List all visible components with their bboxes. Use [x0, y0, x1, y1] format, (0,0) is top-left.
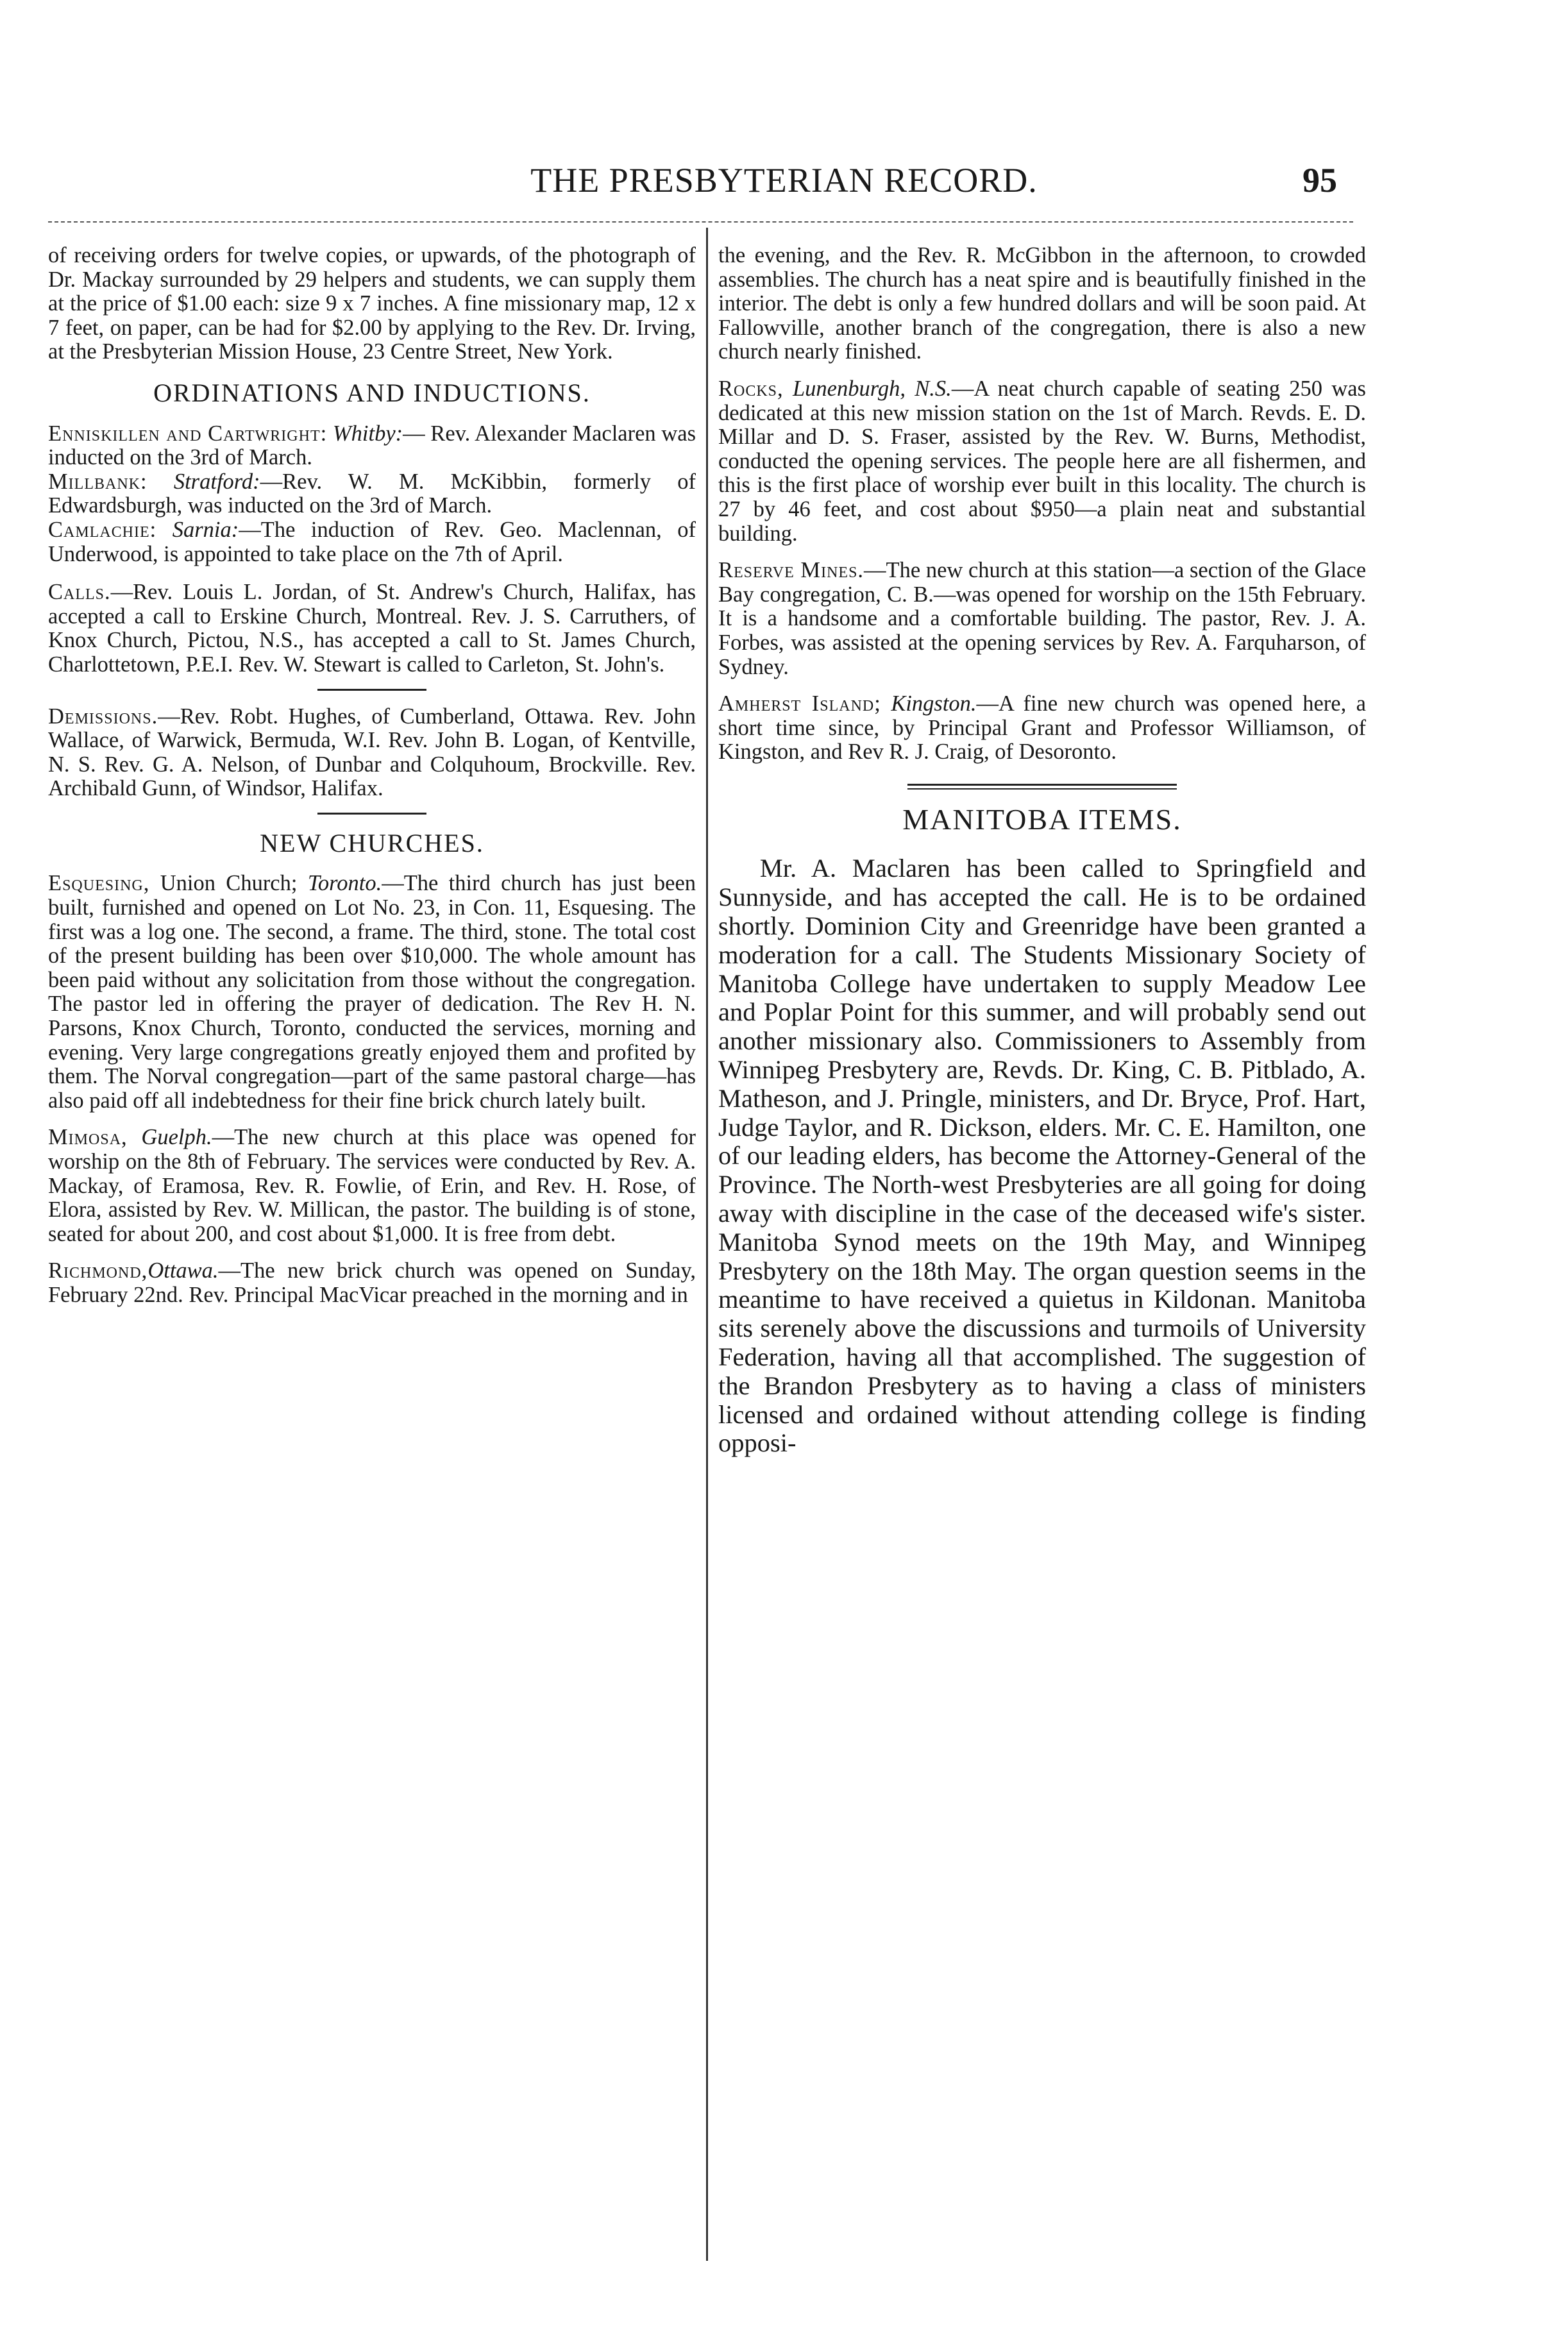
- entry-text: —The new church at this station—a section of the Glace Bay congregation, C. B.—was opened for worship on the 15th February. It is a handsome and a comfortable building. The pastor, Rev. J. A. Forbes, was assisted at the opening services by Rev. A. Farquharson, of Sydney.: [718, 558, 1367, 679]
- entry-text: —A fine new church was opened here, a short time since, by Principal Grant and Professor Williamson, of Kingston, and Rev R. J. Craig, of Desoronto.: [718, 691, 1366, 765]
- church-entry: [718, 377, 1366, 546]
- right-column: [718, 244, 1366, 1458]
- ordinations-heading: ORDINATIONS AND INDUCTIONS.: [153, 378, 591, 407]
- entry-presbytery: Stratford:: [173, 469, 260, 494]
- demissions-text: —Rev. Robt. Hughes, of Cumberland, Ottawa. Rev. John Wallace, of Warwick, Bermuda, W.I. Rev. John B. Logan, of Kentville, N. S. Rev. G. A. Nelson, of Dunbar and Colquhoum, Brockville. Rev. Archibald Gunn, of Windsor, Halifax.: [48, 704, 696, 801]
- new-churches-heading: NEW CHURCHES.: [260, 828, 484, 858]
- entry-detail: Union Church;: [160, 871, 298, 896]
- section-rule: [317, 689, 426, 691]
- ordinations-list: [48, 422, 696, 567]
- publication-title: THE PRESBYTERIAN RECORD.: [530, 161, 1038, 199]
- entry-place: Camlachie:: [48, 517, 157, 542]
- section-rule: [317, 813, 426, 815]
- manitoba-paragraph: Mr. A. Maclaren has been called to Springfield and Sunnyside, and has accepted the call. He is to be ordained shortly. Dominion City and Greenridge have been granted a moderation for a call. The Students Missionary Society of Manitoba College have undertaken to supply Meadow Lee and Poplar Point for this summer, and will probably send out another missionary also. Commissioners to Assembly from Winnipeg Presbytery are, Revds. Dr. King, C. B. Pitblado, A. Matheson, and J. Pringle, ministers, and Dr. Bryce, Prof. Hart, Judge Taylor, and R. Dickson, elders. Mr. C. E. Hamilton, one of our leading elders, has become the Attorney-General of the Province. The North-west Presbyteries are all going for doing away with discipline in the case of the deceased wife's sister. Manitoba Synod meets on the 19th May, and Winnipeg Presbytery on the 18th May. The organ question seems in the meantime to have received a quietus in Kildonan. Manitoba sits serenely above the discussions and turmoils of University Federation, having all that accomplished. The suggestion of the Brandon Presbytery as to having a class of ministers licensed and ordained without attending college is finding opposi-: [718, 854, 1366, 1458]
- demissions-paragraph: [48, 705, 696, 801]
- entry-place: Amherst Island;: [718, 691, 881, 716]
- church-entry: [718, 692, 1366, 765]
- entry-text: —The new brick church was opened on Sunday, February 22nd. Rev. Principal MacVicar preached in the morning and in: [48, 1258, 696, 1307]
- church-entry: [48, 1126, 696, 1246]
- ordination-entry: [48, 422, 696, 470]
- entry-text: — Rev. Alexander Maclaren was inducted on the 3rd of March.: [48, 421, 696, 470]
- continuation-paragraph: the evening, and the Rev. R. McGibbon in the afternoon, to crowded assemblies. The church has a neat spire and is beautifully finished in the interior. The debt is only a few hundred dollars and will be soon paid. At Fallowville, another branch of the congregation, there is also a new church nearly finished.: [718, 243, 1366, 364]
- entry-place: Mimosa,: [48, 1125, 128, 1150]
- entry-place: Rocks,: [718, 376, 784, 401]
- ordination-entry: [48, 518, 696, 566]
- demissions-label: Demissions.: [48, 704, 158, 729]
- column-divider: [706, 228, 708, 2261]
- entry-presbytery: Toronto.: [307, 871, 382, 896]
- page-number: 95: [1302, 161, 1337, 199]
- calls-text: —Rev. Louis L. Jordan, of St. Andrew's Church, Halifax, has accepted a call to Erskine Church, Montreal. Rev. J. S. Carruthers, of Knox Church, Pictou, N.S., has accepted a call to St. James Church, Charlottetown, P.E.I. Rev. W. Stewart is called to Carleton, St. John's.: [48, 580, 696, 677]
- manitoba-items: [718, 854, 1366, 1458]
- entry-place: Richmond,: [48, 1258, 148, 1283]
- entry-place: Esquesing,: [48, 871, 150, 896]
- calls-label: Calls.: [48, 580, 111, 605]
- entry-presbytery: Ottawa.: [148, 1258, 219, 1283]
- left-column: [48, 244, 696, 1308]
- entry-text: —A neat church capable of seating 250 was dedicated at this new mission station on the 1st of March. Revds. E. D. Millar and D. S. Fraser, assisted by the Rev. W. Burns, Methodist, conducted the opening services. The people here are all fishermen, and this is the first place of worship ever built in this locality. The church is 27 by 46 feet, and cost about $950—a plain neat and substantial building.: [718, 376, 1366, 546]
- entry-place: Reserve Mines.: [718, 558, 864, 583]
- ordination-entry: [48, 470, 696, 518]
- manitoba-heading: MANITOBA ITEMS.: [902, 802, 1182, 836]
- calls-paragraph: [48, 580, 696, 677]
- entry-presbytery: Sarnia:: [172, 517, 239, 542]
- entry-text: —The third church has just been built, furnished and opened on Lot No. 23, in Con. 11, Esquesing. The first was a log one. The second, a frame. The third, stone. The total cost of the present building has been over $10,000. The whole amount has been paid without any solicitation from those without the congregation. The pastor led in offering the prayer of dedication. The Rev H. N. Parsons, Knox Church, Toronto, conducted the services, morning and evening. Very large congregations greatly enjoyed them and profited by them. The Norval congregation—part of the same pastoral charge—has also paid off all indebtedness for their fine brick church lately built.: [48, 871, 696, 1113]
- entry-presbytery: Lunenburgh, N.S.: [792, 376, 952, 401]
- church-entry: [718, 559, 1366, 679]
- entry-text: —The induction of Rev. Geo. Maclennan, of Underwood, is appointed to take place on the 7th of April.: [48, 517, 696, 566]
- entry-text: —The new church at this place was opened for worship on the 8th of February. The services were conducted by Rev. A. Mackay, of Eramosa, Rev. R. Fowlie, of Erin, and Rev. H. Rose, of Elora, assisted by Rev. W. Millican, the pastor. The building is of stone, seated for about 200, and cost about $1,000. It is free from debt.: [48, 1125, 696, 1246]
- entry-place: Enniskillen and Cartwright:: [48, 421, 328, 446]
- entry-text: —Rev. W. M. McKibbin, formerly of Edwardsburgh, was inducted on the 3rd of March.: [48, 469, 696, 518]
- running-header: [0, 160, 1568, 205]
- header-rule: [48, 221, 1353, 223]
- intro-paragraph: of receiving orders for twelve copies, or upwards, of the photograph of Dr. Mackay surrounded by 29 helpers and students, we can supply them at the price of $1.00 each: size 9 x 7 inches. A fine missionary map, 12 x 7 feet, on paper, can be had for $2.00 by applying to the Rev. Dr. Irving, at the Presbyterian Mission House, 23 Centre Street, New York.: [48, 243, 696, 364]
- entry-presbytery: Kingston.: [891, 691, 977, 716]
- church-entry: [48, 872, 696, 1113]
- entry-presbytery: Whitby:: [332, 421, 403, 446]
- church-entry: [48, 1259, 696, 1307]
- entry-presbytery: Guelph.: [141, 1125, 212, 1150]
- entry-place: Millbank:: [48, 469, 148, 494]
- section-double-rule: [907, 784, 1177, 790]
